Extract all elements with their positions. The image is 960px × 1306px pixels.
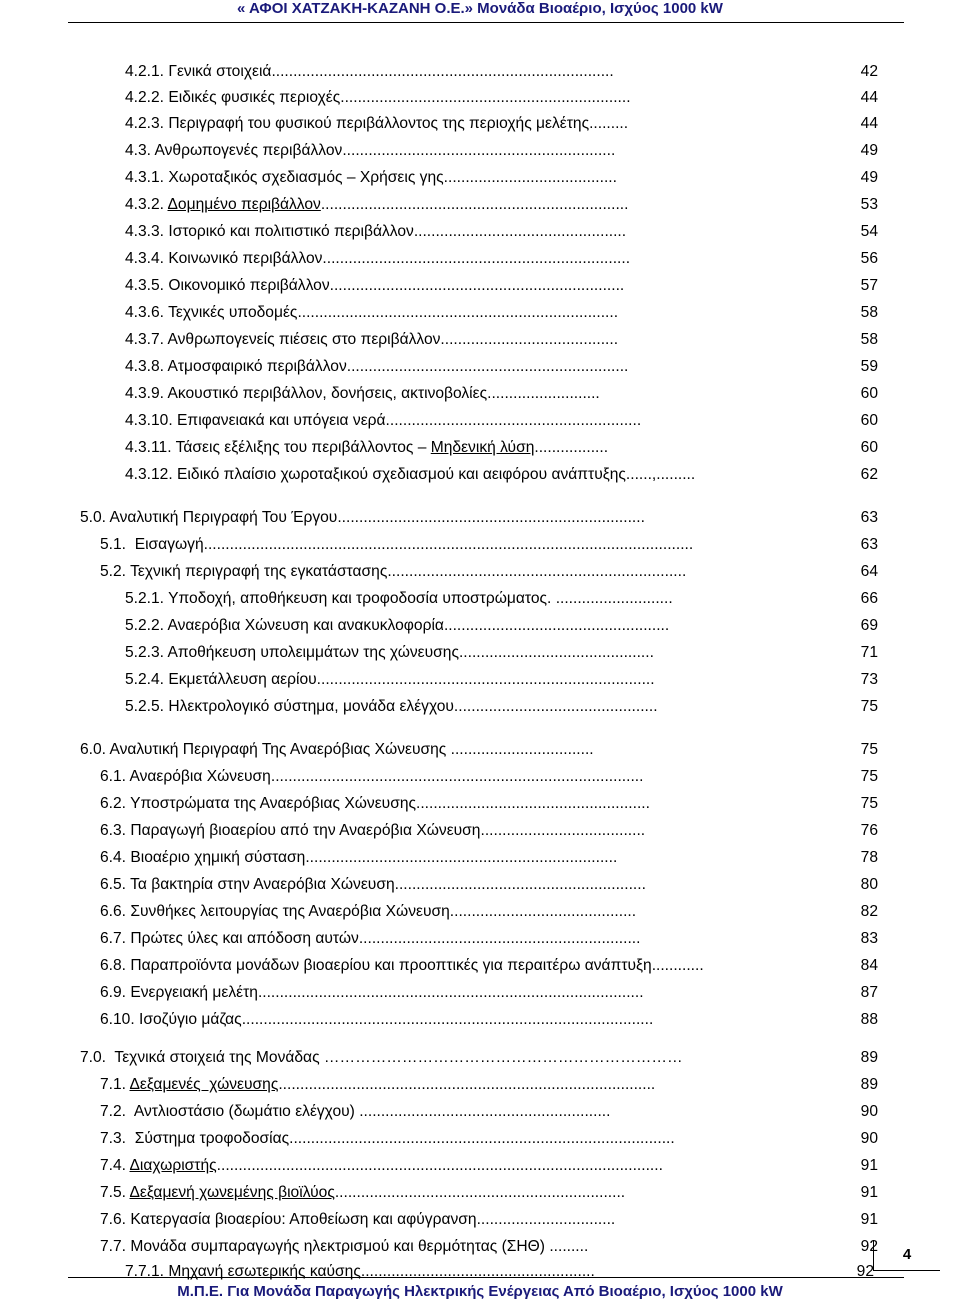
toc-entry-number: 6.7. bbox=[100, 930, 127, 947]
toc-entry-page: 63 bbox=[860, 536, 878, 553]
toc-entry-title: Εισαγωγή bbox=[130, 536, 204, 553]
toc-entry-number: 7.0. bbox=[80, 1049, 107, 1066]
toc-entry-number: 6.0. bbox=[80, 741, 107, 758]
toc-entry[interactable] bbox=[100, 1129, 878, 1149]
toc-entry-page: 58 bbox=[856, 304, 878, 321]
toc-entry-page: 57 bbox=[856, 277, 878, 294]
toc-entry-title: Χωροταξικός σχεδιασμός – Χρήσεις γης bbox=[168, 169, 444, 186]
toc-entry-leader: ....................................................................... bbox=[320, 196, 629, 213]
toc-entry-title: Παραπροϊόντα μονάδων βιοαερίου και προοπτικές για περαιτέρω ανάπτυξη bbox=[130, 957, 652, 974]
toc-entry[interactable] bbox=[100, 1210, 878, 1230]
toc-entry-leader: ................................................................. bbox=[358, 930, 641, 947]
toc-entry-number: 4.3. bbox=[125, 142, 152, 159]
toc-entry-page: 60 bbox=[860, 439, 878, 456]
toc-entry-leader: ...................................................................................... bbox=[270, 768, 644, 785]
toc-entry-leader: ............................................. bbox=[458, 644, 654, 661]
toc-entry-leader: ............ bbox=[651, 957, 704, 974]
toc-entry-title: Υποστρώματα της Αναερόβιας Χώνευσης bbox=[130, 795, 417, 812]
toc-entry-title: Μηχανή εσωτερικής καύσης bbox=[168, 1263, 361, 1280]
toc-entry-page: 75 bbox=[860, 698, 878, 715]
toc-entry-title: Τεχνικές υποδομές bbox=[168, 304, 298, 321]
toc-entry[interactable] bbox=[125, 114, 878, 134]
toc-entry[interactable] bbox=[100, 821, 878, 841]
toc-entry[interactable] bbox=[125, 438, 878, 458]
toc-entry[interactable] bbox=[80, 1048, 878, 1068]
toc-entry-page: 58 bbox=[860, 331, 878, 348]
toc-entry[interactable] bbox=[80, 740, 878, 760]
toc-entry-page: 60 bbox=[860, 412, 878, 429]
toc-entry-title: Κοινωνικό περιβάλλον bbox=[168, 250, 323, 267]
toc-entry-title: Πρώτες ύλες και απόδοση αυτών bbox=[130, 930, 359, 947]
toc-entry[interactable] bbox=[80, 508, 878, 528]
toc-entry-title: Περιγραφή του φυσικού περιβάλλοντος της περιοχής μελέτης bbox=[168, 115, 590, 132]
toc-entry[interactable] bbox=[125, 88, 878, 108]
toc-entry[interactable] bbox=[125, 222, 878, 242]
toc-entry-page: 44 bbox=[856, 115, 878, 132]
toc-entry-number: 4.3.4. bbox=[125, 250, 165, 267]
toc-entry-title: Επιφανειακά και υπόγεια νερά bbox=[177, 412, 386, 429]
toc-entry-page: 82 bbox=[856, 903, 878, 920]
toc-entry-leader: ....................................................................... bbox=[322, 250, 631, 267]
toc-entry[interactable] bbox=[125, 670, 878, 690]
toc-entry-page: 75 bbox=[856, 741, 878, 758]
toc-entry-leader: ................................................................... bbox=[334, 1184, 626, 1201]
toc-entry-page: 42 bbox=[856, 63, 878, 80]
toc-entry-page: 76 bbox=[856, 822, 878, 839]
toc-entry-number: 5.0. bbox=[80, 509, 107, 526]
toc-entry-title: Ηλεκτρολογικό σύστημα, μονάδα ελέγχου bbox=[168, 698, 454, 715]
toc-entry-page: 90 bbox=[860, 1103, 878, 1120]
toc-entry-number: 5.2.1. bbox=[125, 590, 165, 607]
toc-entry-number: 4.3.1. bbox=[125, 169, 165, 186]
toc-entry-title: Βιοαέριο χημική σύσταση bbox=[130, 849, 306, 866]
toc-entry-number: 7.7. bbox=[100, 1238, 127, 1255]
toc-entry-leader: ........................................................... bbox=[385, 412, 642, 429]
toc-entry-page: 62 bbox=[860, 466, 878, 483]
toc-entry-title: Ανθρωπογενές περιβάλλον bbox=[154, 142, 343, 159]
toc-entry[interactable] bbox=[125, 411, 878, 431]
toc-entry-page: 60 bbox=[860, 385, 878, 402]
toc-entry-leader: ................................................................. bbox=[346, 358, 629, 375]
toc-entry[interactable] bbox=[125, 195, 878, 215]
toc-entry[interactable] bbox=[125, 168, 878, 188]
toc-entry-leader: ................................ bbox=[476, 1211, 616, 1228]
toc-entry[interactable] bbox=[125, 276, 878, 296]
toc-entry-title: Οικονομικό περιβάλλον bbox=[168, 277, 330, 294]
toc-entry[interactable] bbox=[100, 848, 878, 868]
toc-entry-leader: ......................................................................................... bbox=[289, 1130, 675, 1147]
toc-entry-title: Αναλυτική Περιγραφή Του Έργου bbox=[109, 509, 338, 526]
toc-entry-title: Τεχνικά στοιχειά της Μονάδας bbox=[110, 1049, 324, 1066]
toc-entry-title: Ιστορικό και πολιτιστικό περιβάλλον bbox=[168, 223, 414, 240]
toc-entry-page: 90 bbox=[860, 1130, 878, 1147]
toc-entry-number: 4.3.10. bbox=[125, 412, 173, 429]
toc-entry-number: 6.3. bbox=[100, 822, 127, 839]
toc-entry-page: 49 bbox=[856, 169, 878, 186]
toc-entry-number: 6.8. bbox=[100, 957, 127, 974]
toc-entry-leader: ........................................... bbox=[449, 903, 637, 920]
toc-entry-leader: ................. bbox=[534, 439, 609, 456]
toc-entry-leader: ....................................................................................................... bbox=[216, 1157, 663, 1174]
toc-entry-title: Ειδικό πλαίσιο χωροταξικού σχεδιασμού και αειφόρου ανάπτυξης bbox=[177, 466, 626, 483]
toc-entry-number: 7.7.1. bbox=[125, 1263, 165, 1280]
toc-entry-page: 91 bbox=[860, 1184, 878, 1201]
toc-entry-page: 53 bbox=[856, 196, 878, 213]
page-footer: Μ.Π.Ε. Για Μονάδα Παραγωγής Ηλεκτρικής Ενέργειας Από Βιοαέριο, Ισχύος 1000 kW bbox=[177, 1283, 783, 1300]
toc-entry-leader: .................................................................... bbox=[329, 277, 625, 294]
toc-entry-page: 89 bbox=[860, 1076, 878, 1093]
toc-entry[interactable] bbox=[100, 929, 878, 949]
toc-entry-number: 4.3.8. bbox=[125, 358, 165, 375]
toc-entry-title: Αναερόβια Χώνευση bbox=[129, 768, 271, 785]
page-header: « ΑΦΟΙ ΧΑΤΖΑΚΗ-ΚΑΖΑΝΗ Ο.Ε.» Μονάδα Βιοαέριο, Ισχύος 1000 kW bbox=[237, 0, 723, 17]
toc-entry-title: Ενεργειακή μελέτη bbox=[130, 984, 258, 1001]
toc-entry[interactable] bbox=[125, 384, 878, 404]
toc-entry-number: 4.3.6. bbox=[125, 304, 165, 321]
header-rule bbox=[68, 22, 904, 23]
toc-entry-number: 7.5. bbox=[100, 1184, 127, 1201]
toc-entry-page: 56 bbox=[856, 250, 878, 267]
toc-entry-page: 78 bbox=[860, 849, 878, 866]
toc-entry-number: 4.2.3. bbox=[125, 115, 165, 132]
toc-entry[interactable] bbox=[125, 616, 878, 636]
toc-entry-page: 75 bbox=[856, 795, 878, 812]
toc-entry[interactable] bbox=[100, 1183, 878, 1203]
toc-entry[interactable] bbox=[100, 1102, 878, 1122]
toc-entry-leader: ...................................... bbox=[480, 822, 646, 839]
toc-entry-page: 73 bbox=[860, 671, 878, 688]
toc-entry-leader: ................................................................................................................. bbox=[203, 536, 694, 553]
toc-entry-number: 6.10. bbox=[100, 1011, 135, 1028]
toc-entry[interactable] bbox=[125, 330, 878, 350]
toc-entry-title: Γενικά στοιχειά bbox=[168, 63, 272, 80]
toc-entry-page: 87 bbox=[860, 984, 878, 1001]
toc-entry-number: 7.1. bbox=[100, 1076, 127, 1093]
toc-entry-leader: .......................................................... bbox=[394, 876, 646, 893]
toc-entry-title: Αναερόβια Χώνευση και ανακυκλοφορία bbox=[167, 617, 444, 634]
toc-entry-page: 59 bbox=[856, 358, 878, 375]
toc-entry-page: 88 bbox=[856, 1011, 878, 1028]
toc-entry-title: Δεξαμενή χωνεμένης βιοϊλύος bbox=[129, 1184, 335, 1201]
toc-entry-page: 91 bbox=[860, 1211, 878, 1228]
toc-entry-number: 7.2. bbox=[100, 1103, 127, 1120]
toc-entry-leader: …………………………………………………………… bbox=[323, 1049, 683, 1066]
toc-entry-title: Συνθήκες λειτουργίας της Αναερόβια Χώνευση bbox=[130, 903, 450, 920]
toc-entry-page: 64 bbox=[860, 563, 878, 580]
toc-entry-leader: ............................................................... bbox=[342, 142, 616, 159]
toc-entry-title: Ατμοσφαιρικό περιβάλλον bbox=[167, 358, 347, 375]
toc-entry[interactable] bbox=[100, 1075, 878, 1095]
toc-entry-title: Τάσεις εξέλιξης του περιβάλλοντος – Μηδενική λύση bbox=[175, 439, 535, 456]
toc-entry-page: 44 bbox=[856, 89, 878, 106]
toc-entry-title: Ανθρωπογενείς πιέσεις στο περιβάλλον bbox=[167, 331, 441, 348]
toc-entry-title: Διαχωριστής bbox=[129, 1157, 217, 1174]
toc-entry-title: Εκμετάλλευση αερίου bbox=[168, 671, 317, 688]
toc-entry[interactable] bbox=[100, 956, 878, 976]
toc-entry-title: Τεχνική περιγραφή της εγκατάστασης bbox=[130, 563, 388, 580]
toc-entry-leader: .............................................................................. bbox=[316, 671, 655, 688]
toc-entry-leader: ............................................................................... bbox=[271, 63, 614, 80]
toc-entry[interactable] bbox=[125, 643, 878, 663]
toc-entry[interactable] bbox=[125, 249, 878, 269]
toc-entry-page: 91 bbox=[860, 1157, 878, 1174]
toc-entry[interactable] bbox=[100, 1237, 878, 1257]
toc-entry-title: Αποθήκευση υπολειμμάτων της χώνευσης bbox=[167, 644, 459, 661]
toc-entry[interactable] bbox=[125, 357, 878, 377]
toc-entry-number: 7.6. bbox=[100, 1211, 127, 1228]
toc-entry-title: Ισοζύγιο μάζας bbox=[139, 1011, 242, 1028]
toc-entry-title: Αναλυτική Περιγραφή Της Αναερόβιας Χώνευσης bbox=[109, 741, 447, 758]
footer-rule bbox=[68, 1277, 904, 1278]
toc-entry-leader: ......... bbox=[589, 115, 629, 132]
toc-entry-page: 75 bbox=[860, 768, 878, 785]
toc-entry-leader: ......................................... bbox=[440, 331, 619, 348]
toc-entry-leader: .................................................... bbox=[443, 617, 670, 634]
toc-entry[interactable] bbox=[100, 794, 878, 814]
page-number: 4 bbox=[873, 1240, 940, 1271]
toc-entry-leader: .......................... bbox=[487, 385, 600, 402]
toc-entry[interactable] bbox=[125, 303, 878, 323]
toc-entry-title: Αντλιοστάσιο (δωμάτιο ελέγχου) bbox=[130, 1103, 355, 1120]
toc-entry-page: 66 bbox=[860, 590, 878, 607]
toc-entry-leader: ...................................................... bbox=[416, 795, 650, 812]
toc-entry-leader: ................................. bbox=[446, 741, 594, 758]
toc-entry-number: 6.6. bbox=[100, 903, 127, 920]
toc-entry-number: 4.3.11. bbox=[125, 439, 172, 456]
toc-entry-page: 84 bbox=[860, 957, 878, 974]
toc-entry-number: 5.2.3. bbox=[125, 644, 165, 661]
toc-entry[interactable] bbox=[100, 875, 878, 895]
toc-entry-page: 92 bbox=[856, 1263, 874, 1280]
toc-entry-leader: ........................................................................ bbox=[305, 849, 618, 866]
toc-entry-leader: ........................... bbox=[555, 590, 673, 607]
toc-entry[interactable] bbox=[100, 535, 878, 555]
toc-entry-title: Παραγωγή βιοαερίου από την Αναερόβια Χώνευση bbox=[130, 822, 481, 839]
toc-entry[interactable] bbox=[125, 1262, 874, 1282]
toc-entry[interactable] bbox=[100, 767, 878, 787]
toc-entry-number: 6.5. bbox=[100, 876, 127, 893]
toc-entry[interactable] bbox=[100, 902, 878, 922]
toc-entry-page: 54 bbox=[856, 223, 878, 240]
toc-entry-number: 5.1. bbox=[100, 536, 127, 553]
toc-entry-number: 6.2. bbox=[100, 795, 127, 812]
toc-entry-leader: ...................................................... bbox=[360, 1263, 595, 1280]
toc-entry[interactable] bbox=[125, 465, 878, 485]
toc-entry-page: 49 bbox=[856, 142, 878, 159]
toc-entry-number: 4.3.9. bbox=[125, 385, 165, 402]
toc-entry-number: 4.3.7. bbox=[125, 331, 165, 348]
toc-entry-page: 63 bbox=[860, 509, 878, 526]
toc-entry-title: Δεξαμενές χώνευσης bbox=[129, 1076, 279, 1093]
toc-entry-title: Δομημένο περιβάλλον bbox=[167, 196, 321, 213]
toc-entry-title: Ειδικές φυσικές περιοχές bbox=[168, 89, 341, 106]
toc-entry-number: 7.3. bbox=[100, 1130, 127, 1147]
toc-entry-leader: ................................................................... bbox=[340, 89, 631, 106]
toc-entry[interactable] bbox=[100, 562, 878, 582]
toc-entry-title: Ακουστικό περιβάλλον, δονήσεις, ακτινοβολίες bbox=[167, 385, 488, 402]
toc-entry-page: 83 bbox=[856, 930, 878, 947]
toc-entry[interactable] bbox=[100, 983, 878, 1003]
toc-entry-number: 4.3.5. bbox=[125, 277, 165, 294]
toc-entry-number: 4.3.12. bbox=[125, 466, 173, 483]
toc-entry-number: 6.1. bbox=[100, 768, 127, 785]
toc-entry-page: 80 bbox=[860, 876, 878, 893]
toc-entry-leader: ......................................................................................... bbox=[257, 984, 644, 1001]
toc-entry-title: Κατεργασία βιοαερίου: Αποθείωση και αφύγρανση bbox=[130, 1211, 477, 1228]
toc-entry[interactable] bbox=[100, 1156, 878, 1176]
toc-entry-number: 4.2.2. bbox=[125, 89, 165, 106]
toc-entry-title: Μονάδα συμπαραγωγής ηλεκτρισμού και θερμότητας (ΣΗΘ) bbox=[130, 1238, 545, 1255]
toc-entry-number: 4.3.3. bbox=[125, 223, 165, 240]
toc-entry[interactable] bbox=[125, 141, 878, 161]
toc-entry-title: Τα βακτηρία στην Αναερόβια Χώνευση bbox=[130, 876, 395, 893]
toc-entry-number: 5.2.4. bbox=[125, 671, 165, 688]
toc-entry-leader: ......,......... bbox=[625, 466, 696, 483]
toc-entry-number: 5.2. bbox=[100, 563, 127, 580]
toc-entry-title: Υποδοχή, αποθήκευση και τροφοδοσία υποστρώματος. bbox=[168, 590, 556, 607]
toc-entry-leader: ............................................... bbox=[453, 698, 658, 715]
toc-entry[interactable] bbox=[100, 1010, 878, 1030]
toc-entry-number: 6.9. bbox=[100, 984, 127, 1001]
toc-entry-leader: ............................................................................................... bbox=[241, 1011, 654, 1028]
toc-entry-number: 5.2.5. bbox=[125, 698, 165, 715]
toc-entry-leader: ....................................................................................... bbox=[278, 1076, 656, 1093]
toc-entry-number: 7.4. bbox=[100, 1157, 127, 1174]
toc-entry-number: 4.3.2. bbox=[125, 196, 165, 213]
toc-entry-page: 92 bbox=[860, 1238, 878, 1255]
toc-entry-leader: ..................................................................... bbox=[387, 563, 687, 580]
toc-entry-number: 4.2.1. bbox=[125, 63, 165, 80]
toc-entry[interactable] bbox=[125, 62, 878, 82]
toc-entry-leader: ....................................................................... bbox=[337, 509, 645, 526]
toc-entry-number: 5.2.2. bbox=[125, 617, 165, 634]
toc-entry-leader: .......................................................................... bbox=[297, 304, 619, 321]
toc-entry-page: 69 bbox=[860, 617, 878, 634]
toc-entry-page: 89 bbox=[860, 1049, 878, 1066]
toc-entry-leader: ................................................. bbox=[413, 223, 627, 240]
toc-entry-leader: ........................................ bbox=[443, 169, 617, 186]
toc-entry[interactable] bbox=[125, 697, 878, 717]
toc-entry-leader: ......... bbox=[544, 1238, 589, 1255]
toc-entry[interactable] bbox=[125, 589, 878, 609]
toc-entry-number: 6.4. bbox=[100, 849, 127, 866]
toc-entry-title: Σύστημα τροφοδοσίας bbox=[130, 1130, 290, 1147]
toc-entry-page: 71 bbox=[860, 644, 878, 661]
toc-entry-leader: .......................................................... bbox=[354, 1103, 611, 1120]
